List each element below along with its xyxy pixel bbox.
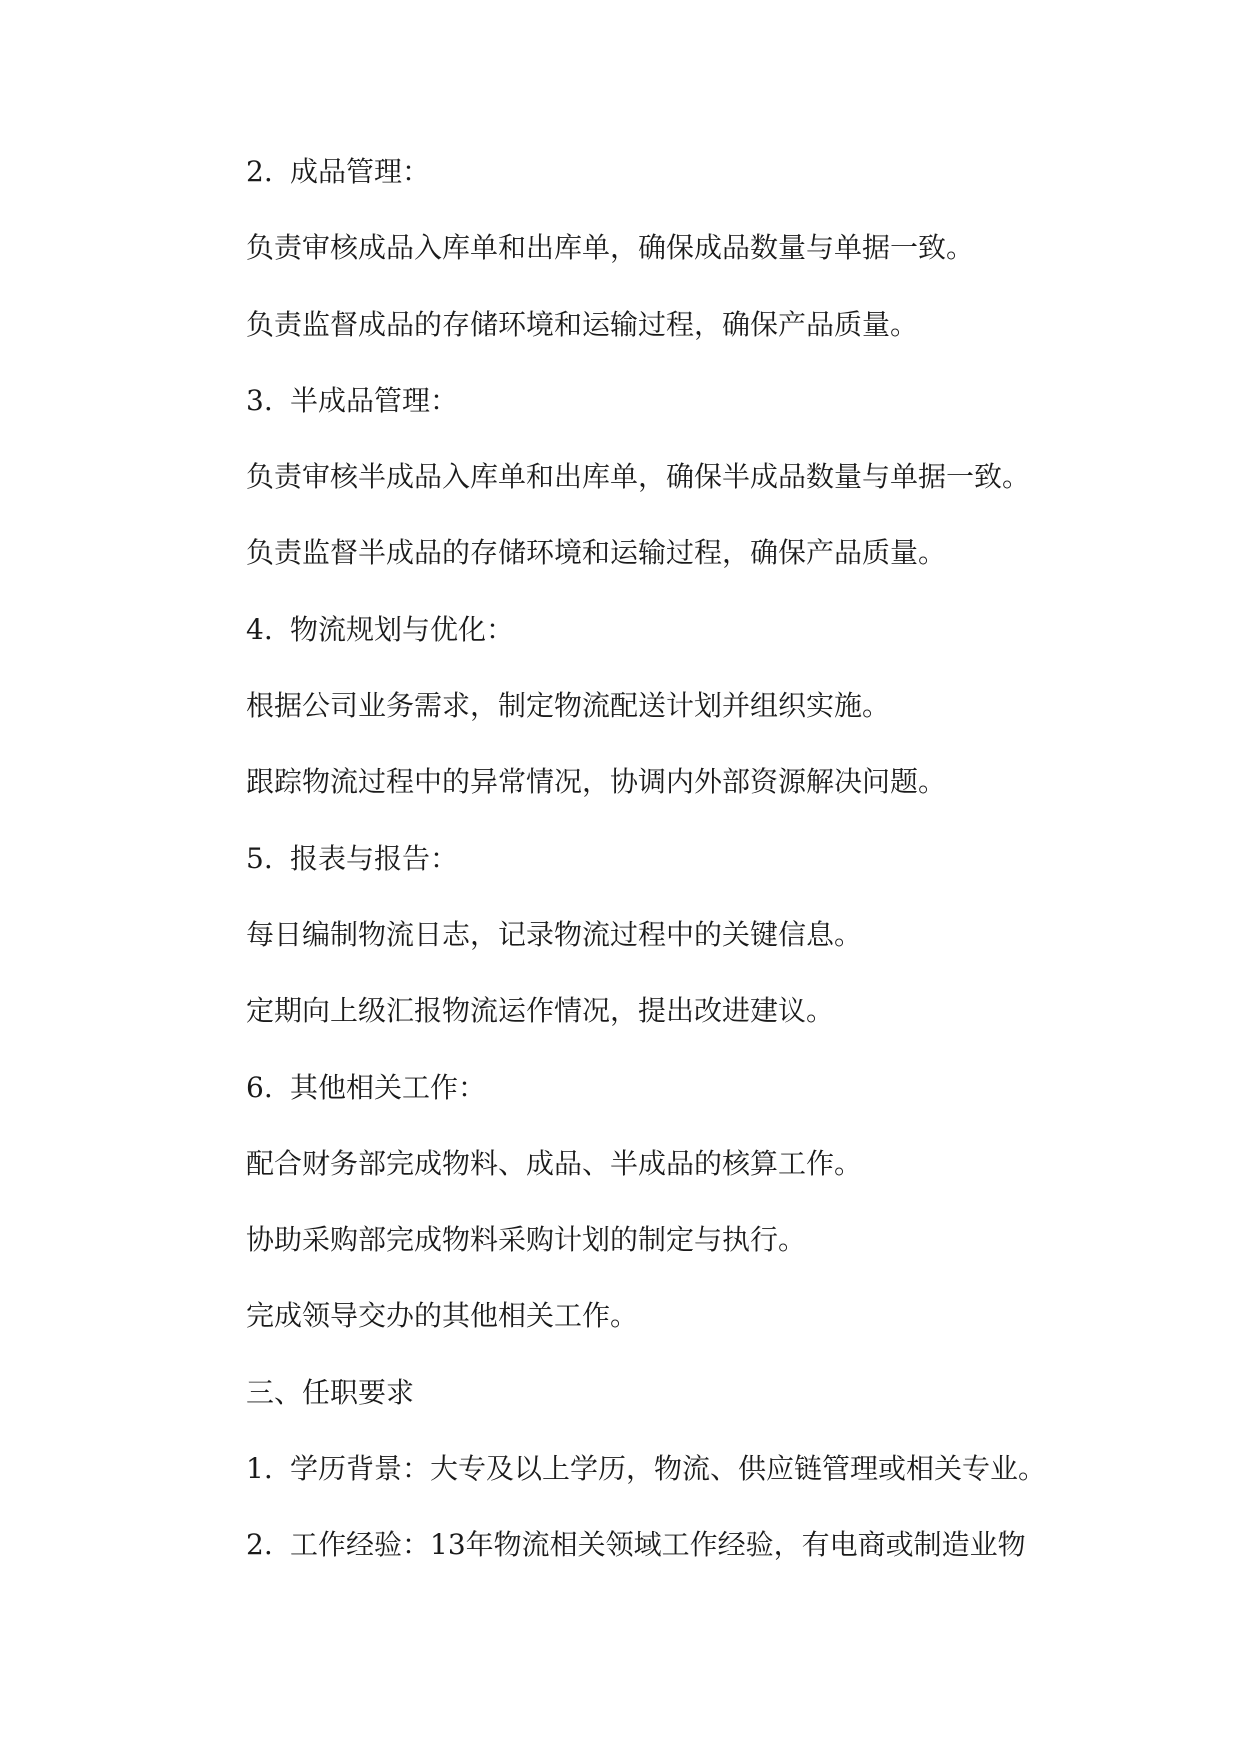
heading-text: 成品管理： xyxy=(290,155,431,188)
numbered-heading xyxy=(246,833,1146,909)
numbered-heading xyxy=(246,1443,1146,1519)
document-body xyxy=(246,146,1146,1596)
paragraph-line: 定期向上级汇报物流运作情况，提出改进建议。 xyxy=(246,994,835,1028)
paragraph-line: 负责审核成品入库单和出库单，确保成品数量与单据一致。 xyxy=(246,231,975,265)
item-number: 4. xyxy=(246,612,273,646)
numbered-heading xyxy=(246,604,1146,680)
heading-text: 学历背景：大专及以上学历，物流、供应链管理或相关专业。 xyxy=(290,1452,1047,1486)
paragraph-line: 协助采购部完成物料采购计划的制定与执行。 xyxy=(246,1223,807,1257)
numbered-heading xyxy=(246,1062,1146,1138)
paragraph-line: 负责监督成品的存储环境和运输过程，确保产品质量。 xyxy=(246,307,919,341)
section-heading: 三、任职要求 xyxy=(246,1375,415,1409)
heading-text: 物流规划与优化： xyxy=(290,612,515,646)
numbered-heading xyxy=(246,146,1146,222)
heading-text: 工作经验：13年物流相关领域工作经验，有电商或制造业物 xyxy=(290,1528,1026,1562)
heading-text: 报表与报告： xyxy=(290,841,459,875)
item-number: 2. xyxy=(246,155,273,188)
heading-text: 半成品管理： xyxy=(290,383,459,417)
item-number: 5. xyxy=(246,841,273,875)
item-number: 2. xyxy=(246,1528,273,1562)
item-number: 1. xyxy=(246,1452,273,1486)
paragraph-line: 配合财务部完成物料、成品、半成品的核算工作。 xyxy=(246,1146,863,1180)
paragraph-line: 完成领导交办的其他相关工作。 xyxy=(246,1299,639,1333)
item-number: 3. xyxy=(246,383,273,417)
item-number: 6. xyxy=(246,1070,273,1104)
numbered-heading xyxy=(246,1519,1146,1595)
heading-text: 其他相关工作： xyxy=(290,1070,487,1104)
paragraph-line: 负责审核半成品入库单和出库单，确保半成品数量与单据一致。 xyxy=(246,460,1031,494)
paragraph-line: 根据公司业务需求，制定物流配送计划并组织实施。 xyxy=(246,689,891,723)
paragraph-line: 负责监督半成品的存储环境和运输过程，确保产品质量。 xyxy=(246,536,947,570)
paragraph-line: 跟踪物流过程中的异常情况，协调内外部资源解决问题。 xyxy=(246,765,947,799)
numbered-heading xyxy=(246,375,1146,451)
paragraph-line: 每日编制物流日志，记录物流过程中的关键信息。 xyxy=(246,917,863,951)
